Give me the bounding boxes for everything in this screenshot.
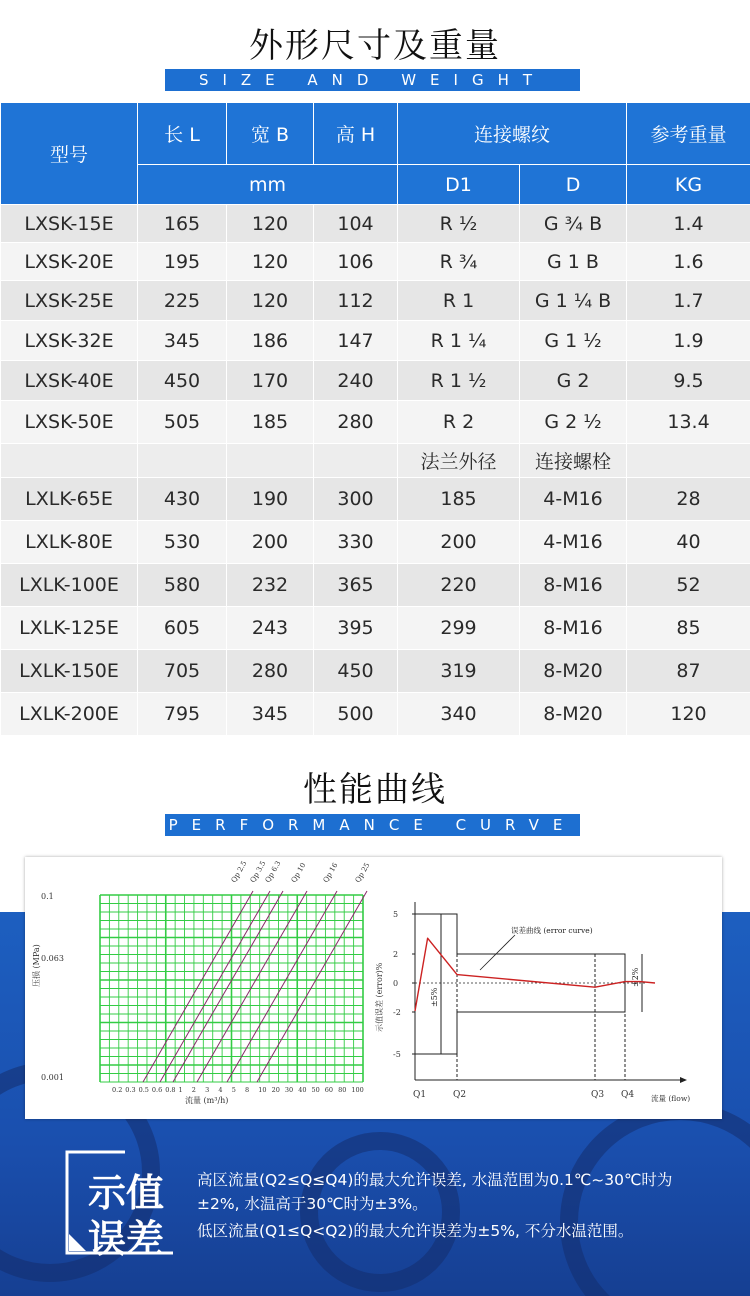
cell-weight: 40 [627, 521, 750, 564]
x-tick-label: 100 [351, 1086, 364, 1094]
cell-d: 8-M16 [520, 564, 627, 607]
flange-rows [1, 478, 750, 736]
x-tick-label: 10 [258, 1086, 267, 1094]
cell-width: 200 [227, 521, 314, 564]
x-tick-label: 0.5 [138, 1086, 149, 1094]
cell-d: 4-M16 [520, 521, 627, 564]
error-tag-line2: 误差 [88, 1217, 165, 1261]
cell-d1: 299 [398, 607, 520, 650]
cell-length: 505 [138, 401, 227, 444]
cell-d: G ¾ B [520, 205, 627, 243]
cell-d1: R 1 ½ [398, 361, 520, 401]
cell-length: 430 [138, 478, 227, 521]
header-weight: 参考重量 [627, 103, 750, 165]
table-row [1, 401, 750, 444]
cell-weight: 9.5 [627, 361, 750, 401]
performance-charts [25, 857, 722, 1119]
cell-width: 170 [227, 361, 314, 401]
series-line [227, 891, 337, 1082]
band-label-high: ±2% [631, 967, 640, 987]
curve-section-subtitle: PERFORMANCE CURVE [165, 814, 580, 836]
x-tick-label: 80 [338, 1086, 347, 1094]
y-axis-label: 示值误差 (error)% [375, 962, 384, 1032]
cell-width: 243 [227, 607, 314, 650]
x-tick-label: 4 [218, 1086, 223, 1094]
cell-length: 795 [138, 693, 227, 736]
x-tick-label: 2 [191, 1086, 196, 1094]
y-tick-label: 0 [393, 979, 399, 988]
cell-width: 186 [227, 321, 314, 361]
series-line [173, 891, 283, 1082]
series-label: Qp 6.3 [263, 859, 283, 884]
size-section-subtitle: SIZE AND WEIGHT [165, 69, 580, 91]
size-section-title: 外形尺寸及重量 [249, 26, 501, 66]
y-tick-label: -5 [393, 1050, 401, 1059]
spec-table [0, 102, 750, 736]
cell-length: 705 [138, 650, 227, 693]
cell-model: LXLK-80E [1, 521, 138, 564]
y-tick-label: 5 [393, 910, 399, 919]
cell-d: 4-M16 [520, 478, 627, 521]
series-line [257, 891, 367, 1082]
cell-length: 345 [138, 321, 227, 361]
cell-length: 195 [138, 243, 227, 281]
cell-length: 225 [138, 281, 227, 321]
band-label-low: ±5% [430, 987, 439, 1007]
flange-header-blank [314, 444, 398, 478]
table-row [1, 478, 750, 521]
note-line2: ±2%, 水温高于30℃时为±3%。 [197, 1195, 428, 1213]
header-unit-mm: mm [138, 165, 398, 205]
y-tick-label: 2 [393, 950, 399, 959]
header-d: D [520, 165, 627, 205]
cell-length: 580 [138, 564, 227, 607]
cell-height: 280 [314, 401, 398, 444]
flange-header-blank [138, 444, 227, 478]
x-tick-label: 5 [231, 1086, 236, 1094]
cell-weight: 1.6 [627, 243, 750, 281]
cell-weight: 13.4 [627, 401, 750, 444]
x-axis-label: 流量 (m³/h) [185, 1096, 229, 1105]
cell-weight: 52 [627, 564, 750, 607]
cell-length: 165 [138, 205, 227, 243]
y-tick-label: 0.063 [41, 954, 64, 963]
table-row [1, 521, 750, 564]
cell-length: 605 [138, 607, 227, 650]
cell-d1: R 1 ¼ [398, 321, 520, 361]
cell-model: LXLK-150E [1, 650, 138, 693]
x-tick-label: 0.8 [165, 1086, 176, 1094]
cell-height: 330 [314, 521, 398, 564]
x-tick-label: 60 [324, 1086, 334, 1094]
series-label: Qp 25 [353, 861, 372, 884]
series-label: Qp 2.5 [229, 859, 249, 884]
error-tag-line1: 示值 [88, 1171, 165, 1215]
cell-d: 8-M20 [520, 650, 627, 693]
x-tick-label: 20 [271, 1086, 280, 1094]
cell-weight: 28 [627, 478, 750, 521]
x-axis-arrow [680, 1077, 687, 1083]
x-tick-label: 0.6 [151, 1086, 163, 1094]
flange-header-row-group [1, 444, 750, 478]
note-line3: 低区流量(Q1≤Q<Q2)的最大允许误差为±5%, 不分水温范围。 [197, 1222, 634, 1240]
annotation-leader [480, 935, 515, 970]
cell-width: 345 [227, 693, 314, 736]
cell-d: 8-M20 [520, 693, 627, 736]
header-model: 型号 [1, 103, 138, 205]
curve-section-title: 性能曲线 [303, 770, 447, 810]
x-tick-label: 8 [245, 1086, 250, 1094]
cell-d: G 1 ½ [520, 321, 627, 361]
series-line [160, 891, 270, 1082]
performance-chart-card [25, 857, 722, 1119]
table-row [1, 321, 750, 361]
cell-height: 106 [314, 243, 398, 281]
cell-model: LXLK-125E [1, 607, 138, 650]
x-tick-label: 0.3 [125, 1086, 136, 1094]
y-tick-label: 0.001 [41, 1073, 64, 1082]
cell-model: LXLK-65E [1, 478, 138, 521]
table-row [1, 361, 750, 401]
flange-header-bolts: 连接螺栓 [520, 444, 627, 478]
cell-width: 190 [227, 478, 314, 521]
flange-header-blank [627, 444, 750, 478]
cell-d1: R ¾ [398, 243, 520, 281]
table-row [1, 564, 750, 607]
x-tick-label: 30 [284, 1086, 294, 1094]
cell-width: 232 [227, 564, 314, 607]
table-row [1, 243, 750, 281]
series-label: Qp 10 [289, 861, 308, 884]
cell-d1: 200 [398, 521, 520, 564]
x-tick-label: Q4 [621, 1090, 635, 1100]
cell-width: 185 [227, 401, 314, 444]
x-tick-label: 40 [298, 1086, 307, 1094]
y-tick-label: 0.1 [41, 892, 54, 901]
x-tick-label: Q2 [453, 1090, 467, 1100]
x-tick-label: 3 [205, 1086, 210, 1094]
cell-width: 120 [227, 281, 314, 321]
cell-weight: 1.9 [627, 321, 750, 361]
cell-weight: 120 [627, 693, 750, 736]
cell-height: 147 [314, 321, 398, 361]
table-row [1, 205, 750, 243]
series-line [143, 891, 253, 1082]
flange-header-blank [1, 444, 138, 478]
cell-height: 450 [314, 650, 398, 693]
cell-height: 395 [314, 607, 398, 650]
y-axis-label: 压损 (MPa) [32, 944, 41, 987]
cell-length: 530 [138, 521, 227, 564]
flange-header-blank [227, 444, 314, 478]
cell-d1: 185 [398, 478, 520, 521]
cell-height: 112 [314, 281, 398, 321]
cell-weight: 1.4 [627, 205, 750, 243]
cell-weight: 87 [627, 650, 750, 693]
cell-model: LXLK-100E [1, 564, 138, 607]
x-axis-label: 流量 (flow) [651, 1094, 691, 1103]
cell-weight: 1.7 [627, 281, 750, 321]
cell-model: LXSK-25E [1, 281, 138, 321]
table-row [1, 693, 750, 736]
cell-d1: R 2 [398, 401, 520, 444]
cell-model: LXLK-200E [1, 693, 138, 736]
cell-model: LXSK-50E [1, 401, 138, 444]
cell-width: 120 [227, 205, 314, 243]
cell-model: LXSK-20E [1, 243, 138, 281]
cell-height: 500 [314, 693, 398, 736]
series-line [197, 891, 307, 1082]
cell-width: 280 [227, 650, 314, 693]
table-row [1, 650, 750, 693]
flange-header-outer-diameter: 法兰外径 [398, 444, 520, 478]
cell-model: LXSK-40E [1, 361, 138, 401]
header-d1: D1 [398, 165, 520, 205]
y-tick-label: -2 [393, 1008, 401, 1017]
cell-weight: 85 [627, 607, 750, 650]
series-label: Qp 16 [321, 861, 340, 884]
x-tick-label: Q1 [413, 1090, 427, 1100]
cell-d1: R 1 [398, 281, 520, 321]
cell-d1: R ½ [398, 205, 520, 243]
cell-width: 120 [227, 243, 314, 281]
cell-d: G 1 ¼ B [520, 281, 627, 321]
cell-d1: 340 [398, 693, 520, 736]
thread-rows [1, 205, 750, 444]
cell-d: 8-M16 [520, 607, 627, 650]
error-curve-line [415, 938, 655, 1011]
cell-height: 300 [314, 478, 398, 521]
x-tick-label: 0.2 [112, 1086, 123, 1094]
cell-d: G 2 ½ [520, 401, 627, 444]
cell-height: 240 [314, 361, 398, 401]
table-row [1, 607, 750, 650]
cell-height: 365 [314, 564, 398, 607]
cell-d1: 220 [398, 564, 520, 607]
table-row [1, 281, 750, 321]
cell-d: G 2 [520, 361, 627, 401]
header-length: 长 L [138, 103, 227, 165]
cell-model: LXSK-32E [1, 321, 138, 361]
x-tick-label: Q3 [591, 1090, 605, 1100]
error-curve-annotation: 误差曲线 (error curve) [511, 926, 593, 935]
note-line1: 高区流量(Q2≤Q≤Q4)的最大允许误差, 水温范围为0.1℃~30℃时为 [197, 1171, 673, 1189]
x-tick-label: 50 [311, 1086, 320, 1094]
header-height: 高 H [314, 103, 398, 165]
cell-length: 450 [138, 361, 227, 401]
cell-model: LXSK-15E [1, 205, 138, 243]
error-band [415, 914, 625, 1054]
header-connection: 连接螺纹 [398, 103, 627, 165]
header-width: 宽 B [227, 103, 314, 165]
cell-height: 104 [314, 205, 398, 243]
cell-d1: 319 [398, 650, 520, 693]
x-tick-label: 1 [178, 1086, 183, 1094]
series-label: Qp 3.5 [248, 859, 268, 884]
cell-d: G 1 B [520, 243, 627, 281]
header-kg: KG [627, 165, 750, 205]
